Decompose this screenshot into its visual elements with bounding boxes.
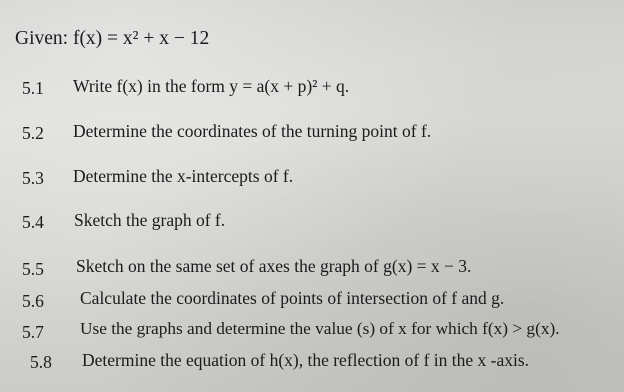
question-number-5-7: 5.7	[22, 322, 44, 342]
question-text-5-7: Use the graphs and determine the value (s) of x for which f(x) > g(x).	[80, 319, 560, 338]
question-number-5-2: 5.2	[22, 123, 44, 143]
question-text-5-6: Calculate the coordinates of points of intersection of f and g.	[80, 288, 505, 308]
question-number-5-5: 5.5	[22, 259, 44, 279]
question-number-5-1: 5.1	[22, 78, 44, 98]
question-text-5-5: Sketch on the same set of axes the graph of g(x) = x − 3.	[76, 256, 472, 276]
question-text-5-2: Determine the coordinates of the turning point of f.	[73, 121, 432, 141]
question-number-5-8: 5.8	[30, 352, 52, 372]
question-text-5-1: Write f(x) in the form y = a(x + p)² + q.	[73, 76, 350, 96]
question-text-5-8: Determine the equation of h(x), the reflection of f in the x -axis.	[82, 350, 530, 370]
question-number-5-6: 5.6	[22, 291, 44, 311]
question-text-5-3: Determine the x-intercepts of f.	[73, 166, 294, 186]
given-function: Given: f(x) = x² + x − 12	[15, 28, 210, 49]
question-number-5-3: 5.3	[22, 168, 44, 188]
question-number-5-4: 5.4	[22, 212, 44, 232]
question-text-5-4: Sketch the graph of f.	[74, 210, 226, 230]
